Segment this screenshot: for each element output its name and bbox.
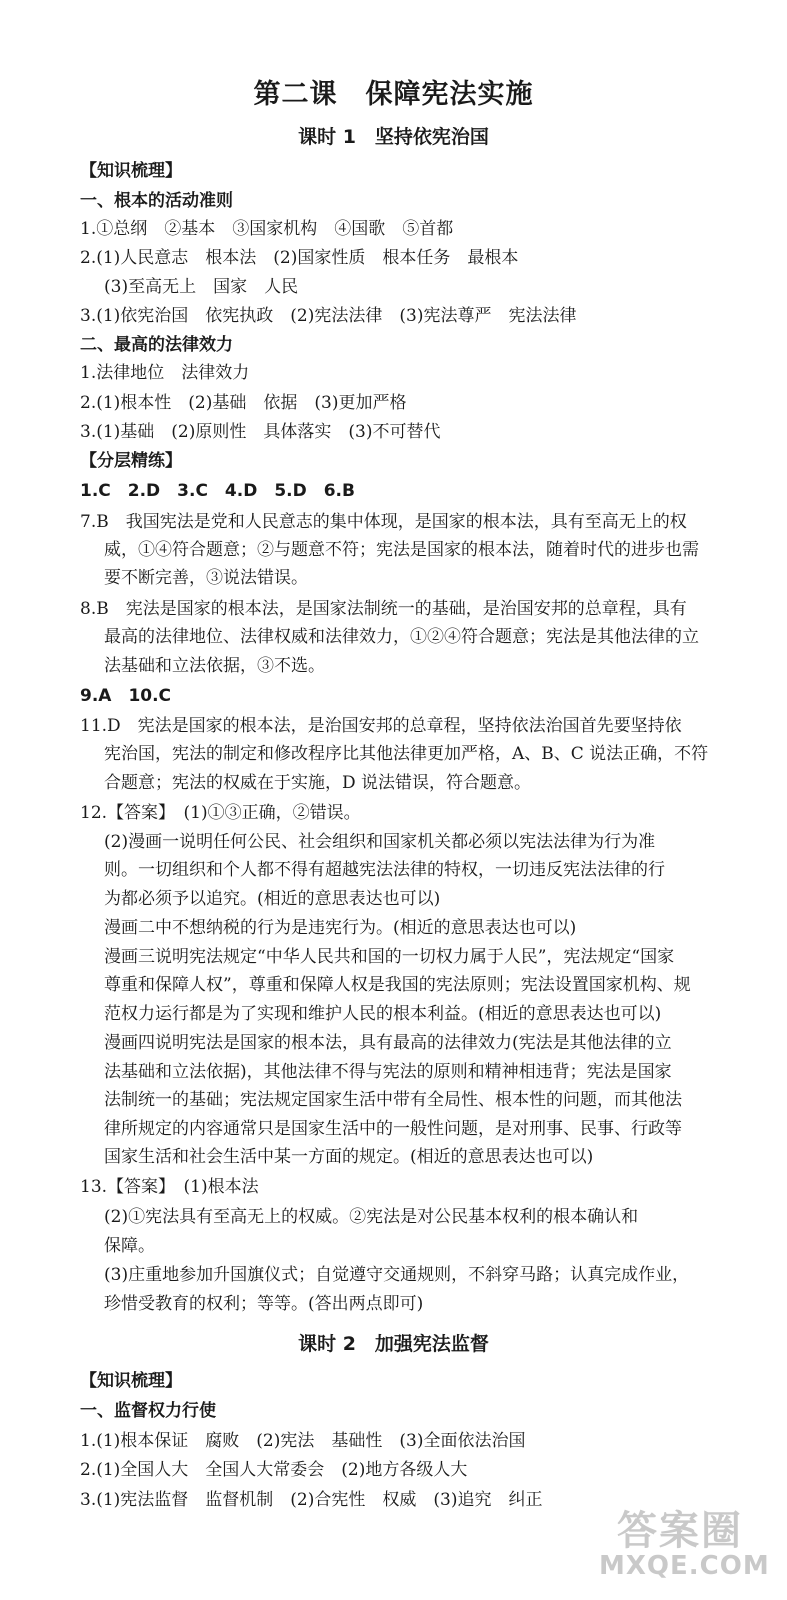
answer-line: 珍惜受教育的权利；等等。(答出两点即可) xyxy=(104,1294,424,1314)
answer-line: 法制统一的基础；宪法规定国家生活中带有全局性、根本性的问题，而其他法 xyxy=(104,1090,682,1110)
section-heading: 【知识梳理】 xyxy=(80,161,182,181)
answer-line: 2.(1)人民意志 根本法 (2)国家性质 根本任务 最根本 xyxy=(80,248,519,268)
answer-line: 1.①总纲 ②基本 ③国家机构 ④国歌 ⑤首都 xyxy=(80,219,454,239)
answer-line: 漫画四说明宪法是国家的根本法，具有最高的法律效力(宪法是其他法律的立 xyxy=(104,1033,672,1053)
answer-line: 为都必须予以追究。(相近的意思表达也可以) xyxy=(104,889,441,909)
lesson-2-title: 课时 2 加强宪法监督 xyxy=(298,1333,489,1355)
answer-line: 3.(1)基础 (2)原则性 具体落实 (3)不可替代 xyxy=(80,422,441,442)
answer-line: 13.【答案】 (1)根本法 xyxy=(80,1177,259,1197)
answer-line: 8.B 宪法是国家的根本法，是国家法制统一的基础，是治国安邦的总章程，具有 xyxy=(80,599,687,619)
answer-line: 漫画二中不想纳税的行为是违宪行为。(相近的意思表达也可以) xyxy=(104,918,577,938)
answer-line: 12.【答案】 (1)①③正确，②错误。 xyxy=(80,803,361,823)
answer-line: (2)①宪法具有至高无上的权威。②宪法是对公民基本权利的根本确认和 xyxy=(104,1207,639,1227)
answer-line: 威，①④符合题意；②与题意不符；宪法是国家的根本法，随着时代的进步也需 xyxy=(104,540,699,560)
answer-line: 1.法律地位 法律效力 xyxy=(80,363,250,383)
answer-key-line: 9.A 10.C xyxy=(80,686,172,706)
answer-line: 2.(1)全国人大 全国人大常委会 (2)地方各级人大 xyxy=(80,1460,468,1480)
page-title: 第二课 保障宪法实施 xyxy=(253,79,534,110)
answer-line: 1.(1)根本保证 腐败 (2)宪法 基础性 (3)全面依法治国 xyxy=(80,1431,526,1451)
watermark-logo xyxy=(599,1497,769,1592)
answer-line: (3)庄重地参加升国旗仪式；自觉遵守交通规则，不斜穿马路；认真完成作业， xyxy=(104,1265,690,1285)
answer-line: 范权力运行都是为了实现和维护人民的根本利益。(相近的意思表达也可以) xyxy=(104,1004,662,1024)
answer-line: 宪治国，宪法的制定和修改程序比其他法律更加严格，A、B、C 说法正确，不符 xyxy=(104,744,709,764)
answer-line: 漫画三说明宪法规定“中华人民共和国的一切权力属于人民”，宪法规定“国家 xyxy=(104,947,675,967)
subsection-heading: 一、监督权力行使 xyxy=(80,1401,216,1421)
answer-line: 3.(1)依宪治国 依宪执政 (2)宪法法律 (3)宪法尊严 宪法法律 xyxy=(80,306,577,326)
answer-line: (2)漫画一说明任何公民、社会组织和国家机关都必须以宪法法律为行为准 xyxy=(104,832,656,852)
answer-line: 保障。 xyxy=(104,1236,155,1256)
section-heading: 【分层精练】 xyxy=(80,451,182,471)
answer-line: 2.(1)根本性 (2)基础 依据 (3)更加严格 xyxy=(80,393,407,413)
answer-key-line: 1.C 2.D 3.C 4.D 5.D 6.B xyxy=(80,481,355,501)
answer-line: 要不断完善，③说法错误。 xyxy=(104,568,308,588)
answer-line: 7.B 我国宪法是党和人民意志的集中体现，是国家的根本法，具有至高无上的权 xyxy=(80,512,687,532)
answer-line: 3.(1)宪法监督 监督机制 (2)合宪性 权威 (3)追究 纠正 xyxy=(80,1490,543,1510)
answer-line: 尊重和保障人权”，尊重和保障人权是我国的宪法原则；宪法设置国家机构、规 xyxy=(104,975,691,995)
answer-line: 法基础和立法依据)，其他法律不得与宪法的原则和精神相违背；宪法是国家 xyxy=(104,1062,672,1082)
watermark-url: MXQE.COM xyxy=(599,1551,770,1581)
answer-line: 11.D 宪法是国家的根本法，是治国安邦的总章程，坚持依法治国首先要坚持依 xyxy=(80,716,682,736)
answer-line: 合题意；宪法的权威在于实施，D 说法错误，符合题意。 xyxy=(104,773,532,793)
answer-line: 最高的法律地位、法律权威和法律效力，①②④符合题意；宪法是其他法律的立 xyxy=(104,627,699,647)
lesson-1-title: 课时 1 坚持依宪治国 xyxy=(298,126,489,148)
watermark-text: 答案圈 xyxy=(617,1508,743,1554)
answer-line: 法基础和立法依据，③不选。 xyxy=(104,656,325,676)
subsection-heading: 二、最高的法律效力 xyxy=(80,335,233,355)
subsection-heading: 一、根本的活动准则 xyxy=(80,191,233,211)
answer-line: 则。一切组织和个人都不得有超越宪法法律的特权，一切违反宪法法律的行 xyxy=(104,860,665,880)
answer-line: 国家生活和社会生活中某一方面的规定。(相近的意思表达也可以) xyxy=(104,1147,594,1167)
section-heading: 【知识梳理】 xyxy=(80,1371,182,1391)
answer-line: 律所规定的内容通常只是国家生活中的一般性问题，是对刑事、民事、行政等 xyxy=(104,1119,682,1139)
answer-line: (3)至高无上 国家 人民 xyxy=(104,277,299,297)
